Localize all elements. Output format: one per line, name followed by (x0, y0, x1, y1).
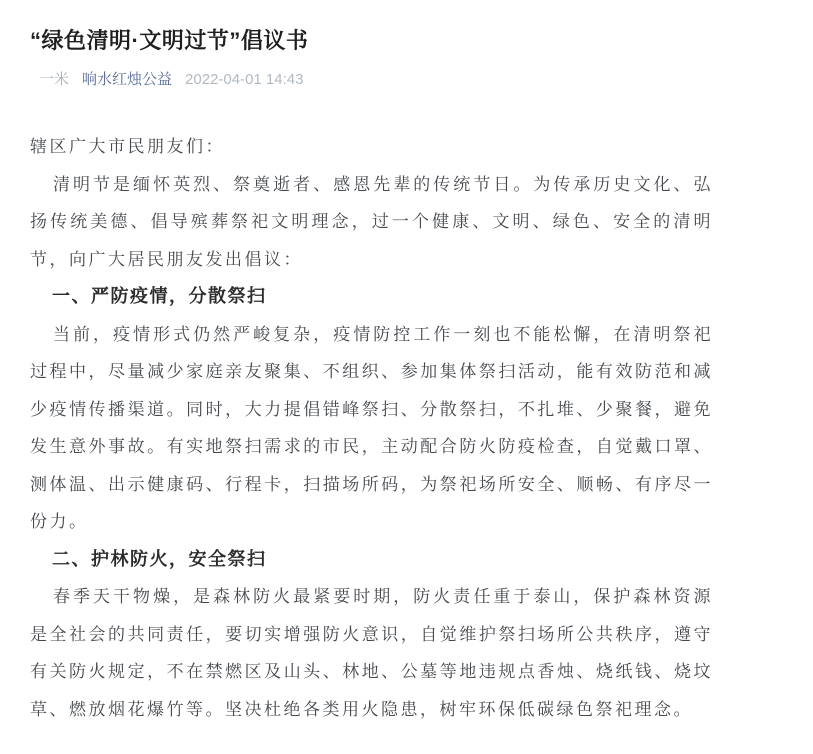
article-title: “绿色清明·文明过节”倡议书 (30, 28, 309, 53)
intro-paragraph: 清明节是缅怀英烈、祭奠逝者、感恩先辈的传统节日。为传承历史文化、弘扬传统美德、倡导殡葬祭祀文明理念，过一个健康、文明、绿色、安全的清明节，向广大居民朋友发出倡议： (30, 174, 713, 269)
section-2-heading: 二、护林防火，安全祭扫 (52, 548, 267, 569)
article-body (30, 128, 713, 728)
account-name-link[interactable]: 响水红烛公益 (82, 71, 173, 88)
section-1-paragraph: 当前，疫情形式仍然严峻复杂，疫情防控工作一刻也不能松懈，在清明祭祀过程中，尽量减少家庭亲友聚集、不组织、参加集体祭扫活动，能有效防范和减少疫情传播渠道。同时，大力提倡错峰祭扫、分散祭扫，不扎堆、少聚餐，避免发生意外事故。有实地祭扫需求的市民，主动配合防火防疫检查，自觉戴口罩、测体温、出示健康码、行程卡，扫描场所码，为祭祀场所安全、顺畅、有序尽一份力。 (30, 324, 713, 531)
section-2-paragraph: 春季天干物燥，是森林防火最紧要时期，防火责任重于泰山，保护森林资源是全社会的共同责任，要切实增强防火意识，自觉维护祭扫场所公共秩序，遵守有关防火规定，不在禁燃区及山头、林地、公墓等地违规点香烛、烧纸钱、烧坟草、燃放烟花爆竹等。坚决杜绝各类用火隐患，树牢环保低碳绿色祭祀理念。 (30, 587, 713, 719)
section-1-heading: 一、严防疫情，分散祭扫 (52, 286, 267, 306)
byline (39, 70, 713, 90)
salutation-paragraph: 辖区广大市民朋友们： (30, 137, 225, 156)
publish-timestamp: 2022-04-01 14:43 (185, 71, 304, 88)
author-name: 一米 (39, 71, 70, 88)
